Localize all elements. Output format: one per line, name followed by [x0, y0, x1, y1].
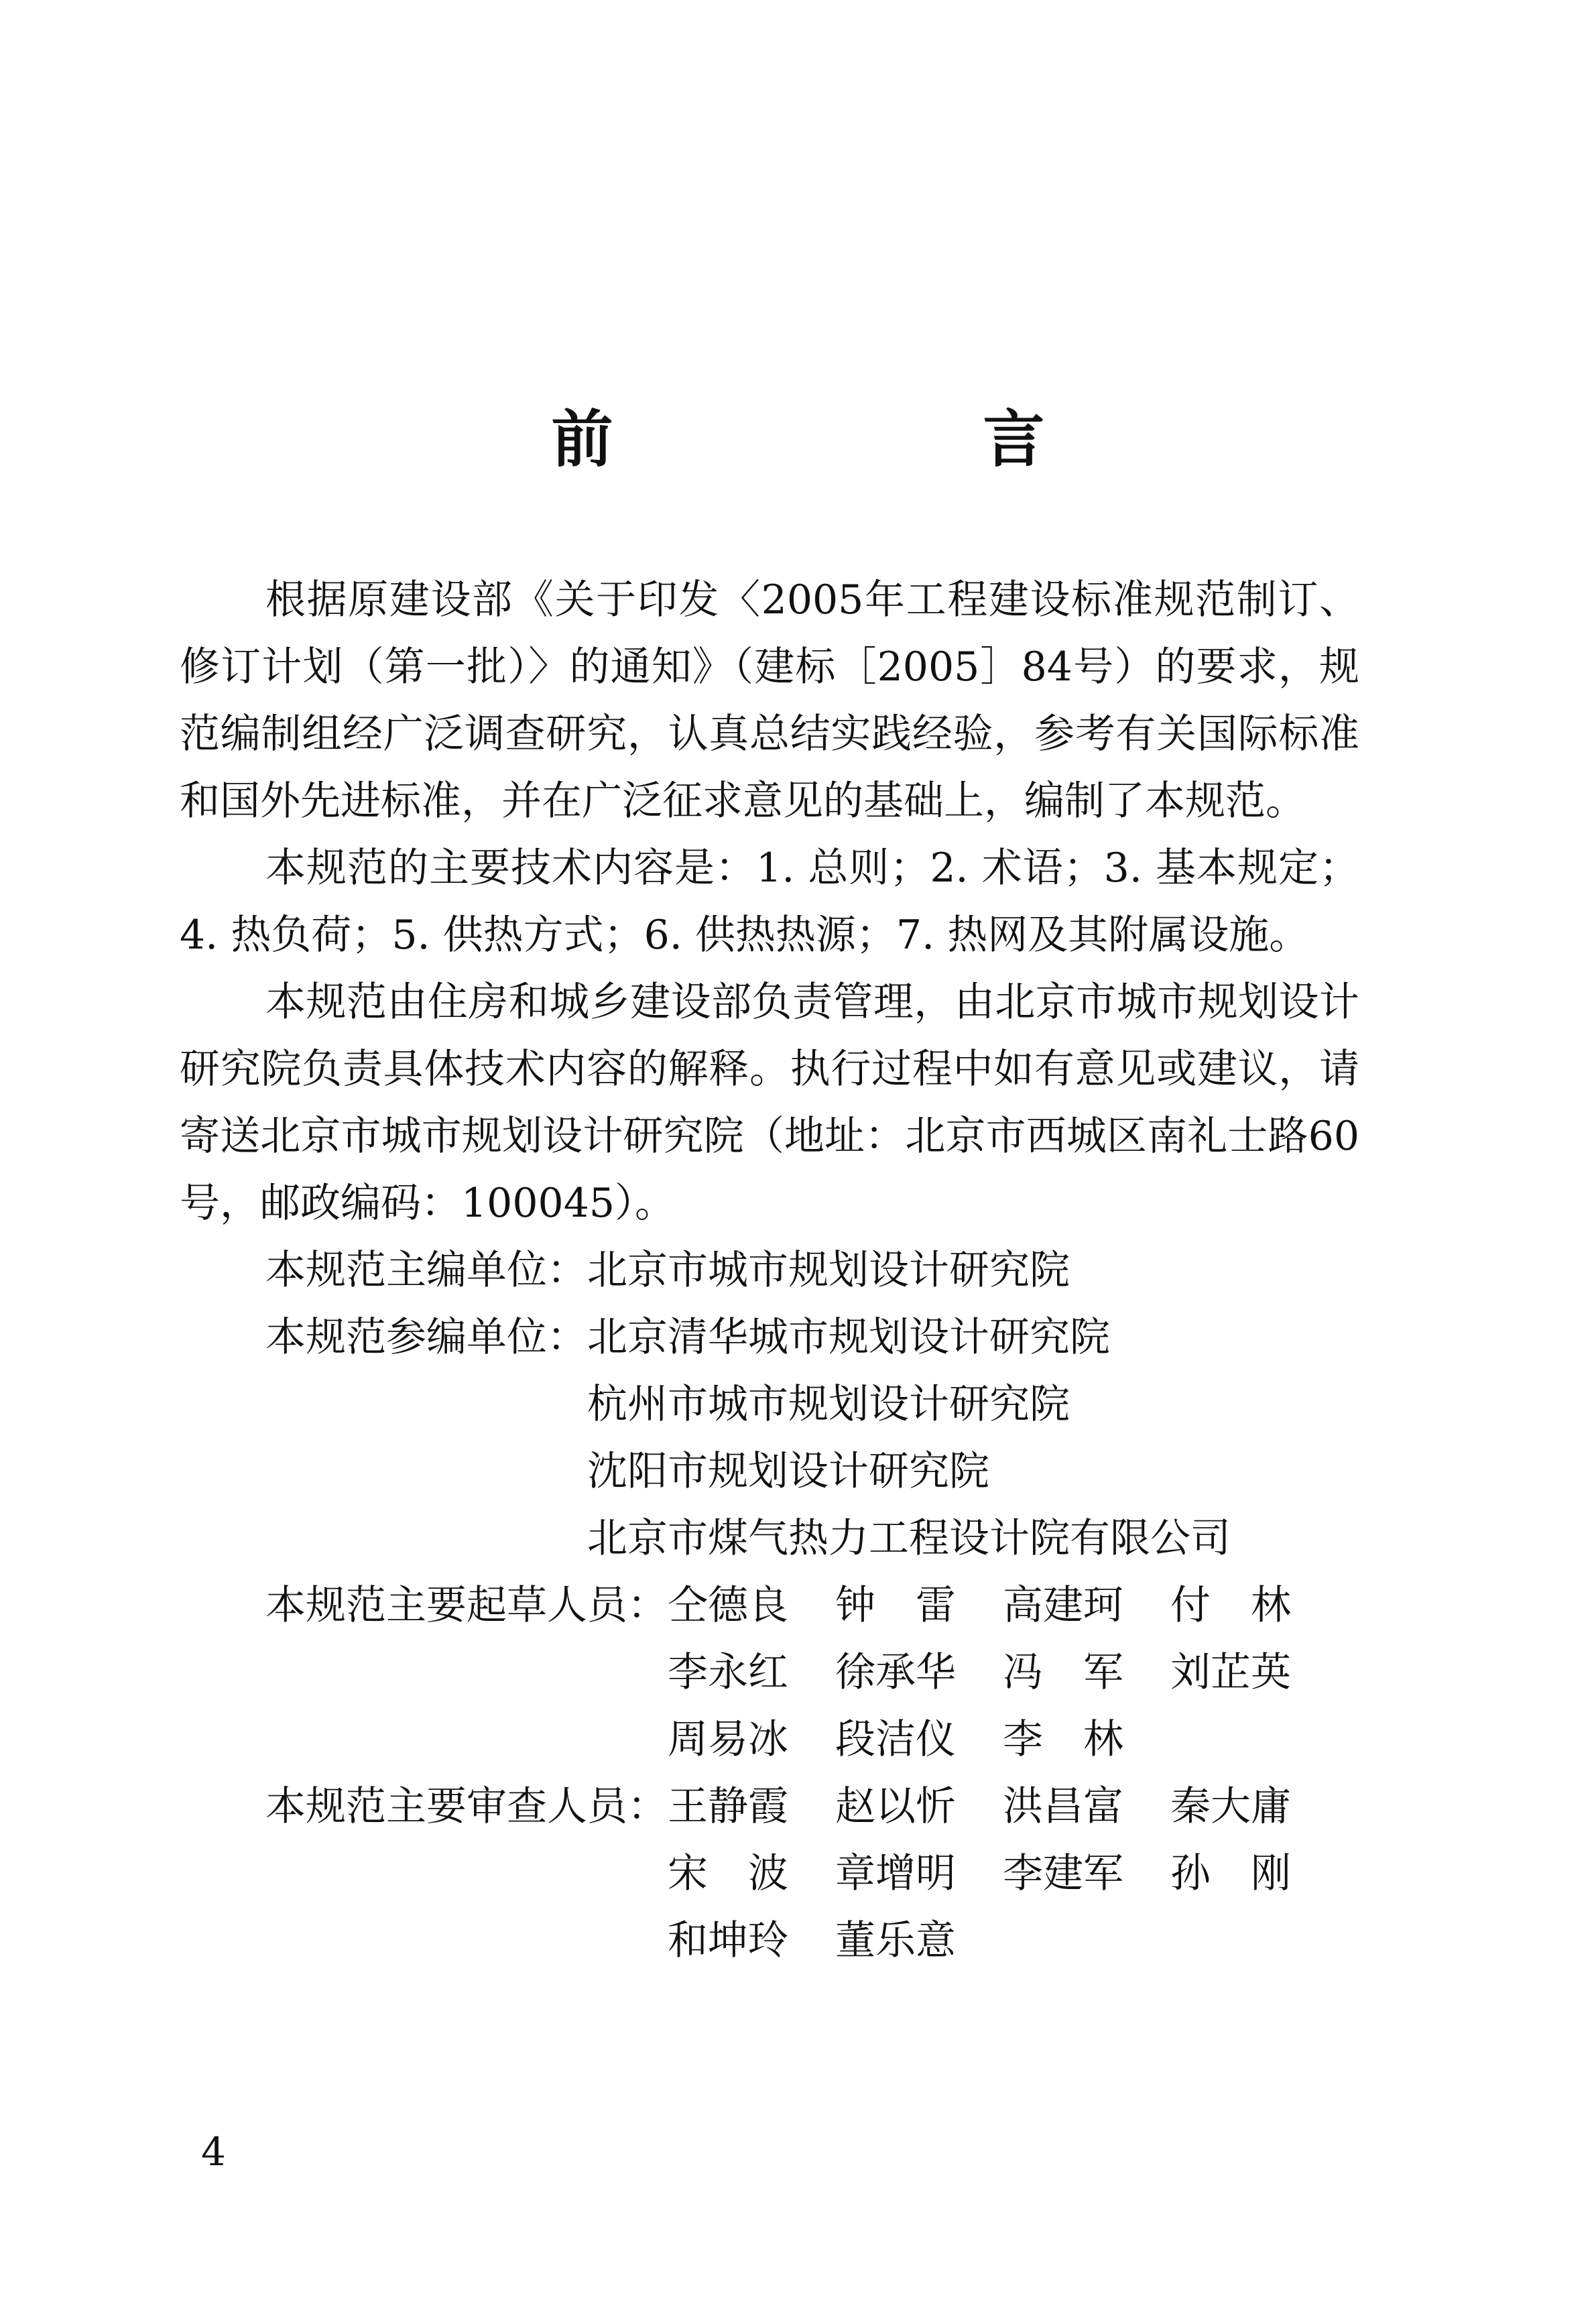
reviewers-names — [668, 1773, 1338, 1974]
drafter-name: 付 林 — [1170, 1582, 1291, 1629]
preface-body — [180, 566, 1359, 1974]
participating-unit: 北京市煤气热力工程设计院有限公司 — [587, 1515, 1231, 1562]
paragraph-basis: 根据原建设部《关于印发〈2005年工程建设标准规范制订、修订计划（第一批）〉的通知》（建标［2005］84号）的要求，规范编制组经广泛调查研究，认真总结实践经验，参考有关国际标准和国外先进标准，并在广泛征求意见的基础上，编制了本规范。 — [180, 576, 1359, 825]
reviewer-name: 赵以忻 — [835, 1783, 956, 1830]
drafter-name: 周易冰 — [668, 1716, 788, 1763]
participating-unit: 杭州市城市规划设计研究院 — [587, 1381, 1070, 1428]
reviewers-row — [180, 1773, 1359, 1974]
reviewer-name: 孙 刚 — [1170, 1850, 1291, 1897]
reviewer-name: 洪昌富 — [1003, 1783, 1123, 1830]
drafter-name: 高建珂 — [1003, 1582, 1123, 1629]
participating-unit: 沈阳市规划设计研究院 — [587, 1448, 989, 1495]
reviewers-label: 本规范主要审查人员： — [265, 1783, 668, 1830]
chief-unit-name: 北京市城市规划设计研究院 — [587, 1247, 1070, 1294]
drafter-name: 段洁仪 — [835, 1716, 956, 1763]
participating-unit: 北京清华城市规划设计研究院 — [587, 1314, 1110, 1361]
drafter-name: 李 林 — [1003, 1716, 1123, 1763]
drafter-name: 冯 军 — [1003, 1649, 1123, 1696]
drafters-names — [668, 1572, 1338, 1773]
drafter-name: 李永红 — [668, 1649, 788, 1696]
reviewer-name: 董乐意 — [835, 1917, 956, 1964]
drafter-name: 钟 雷 — [835, 1582, 956, 1629]
drafter-name: 仝德良 — [668, 1582, 788, 1629]
reviewer-name: 和坤玲 — [668, 1917, 788, 1964]
drafters-label: 本规范主要起草人员： — [265, 1582, 668, 1629]
page-number: 4 — [201, 2129, 226, 2175]
page-title: 前 言 — [551, 403, 1199, 475]
participating-units-label: 本规范参编单位： — [265, 1314, 587, 1361]
reviewer-name: 王静霞 — [668, 1783, 788, 1830]
paragraph-management: 本规范由住房和城乡建设部负责管理，由北京市城市规划设计研究院负责具体技术内容的解释。执行过程中如有意见或建议，请寄送北京市城市规划设计研究院（地址：北京市西城区南礼士路60号，邮政编码：100045）。 — [180, 979, 1359, 1227]
reviewer-name: 李建军 — [1003, 1850, 1123, 1897]
drafter-name: 徐承华 — [835, 1649, 956, 1696]
drafter-name: 刘芷英 — [1170, 1649, 1291, 1696]
drafters-row — [180, 1572, 1359, 1773]
reviewer-name: 宋 波 — [668, 1850, 788, 1897]
paragraph-contents: 本规范的主要技术内容是：1. 总则；2. 术语；3. 基本规定；4. 热负荷；5. 供热方式；6. 供热热源；7. 热网及其附属设施。 — [180, 845, 1359, 959]
reviewer-name: 章增明 — [835, 1850, 956, 1897]
participating-units-row — [180, 1304, 1359, 1572]
reviewer-name: 秦大庸 — [1170, 1783, 1291, 1830]
chief-unit-row — [180, 1237, 1359, 1304]
chief-unit-label: 本规范主编单位： — [265, 1247, 587, 1294]
